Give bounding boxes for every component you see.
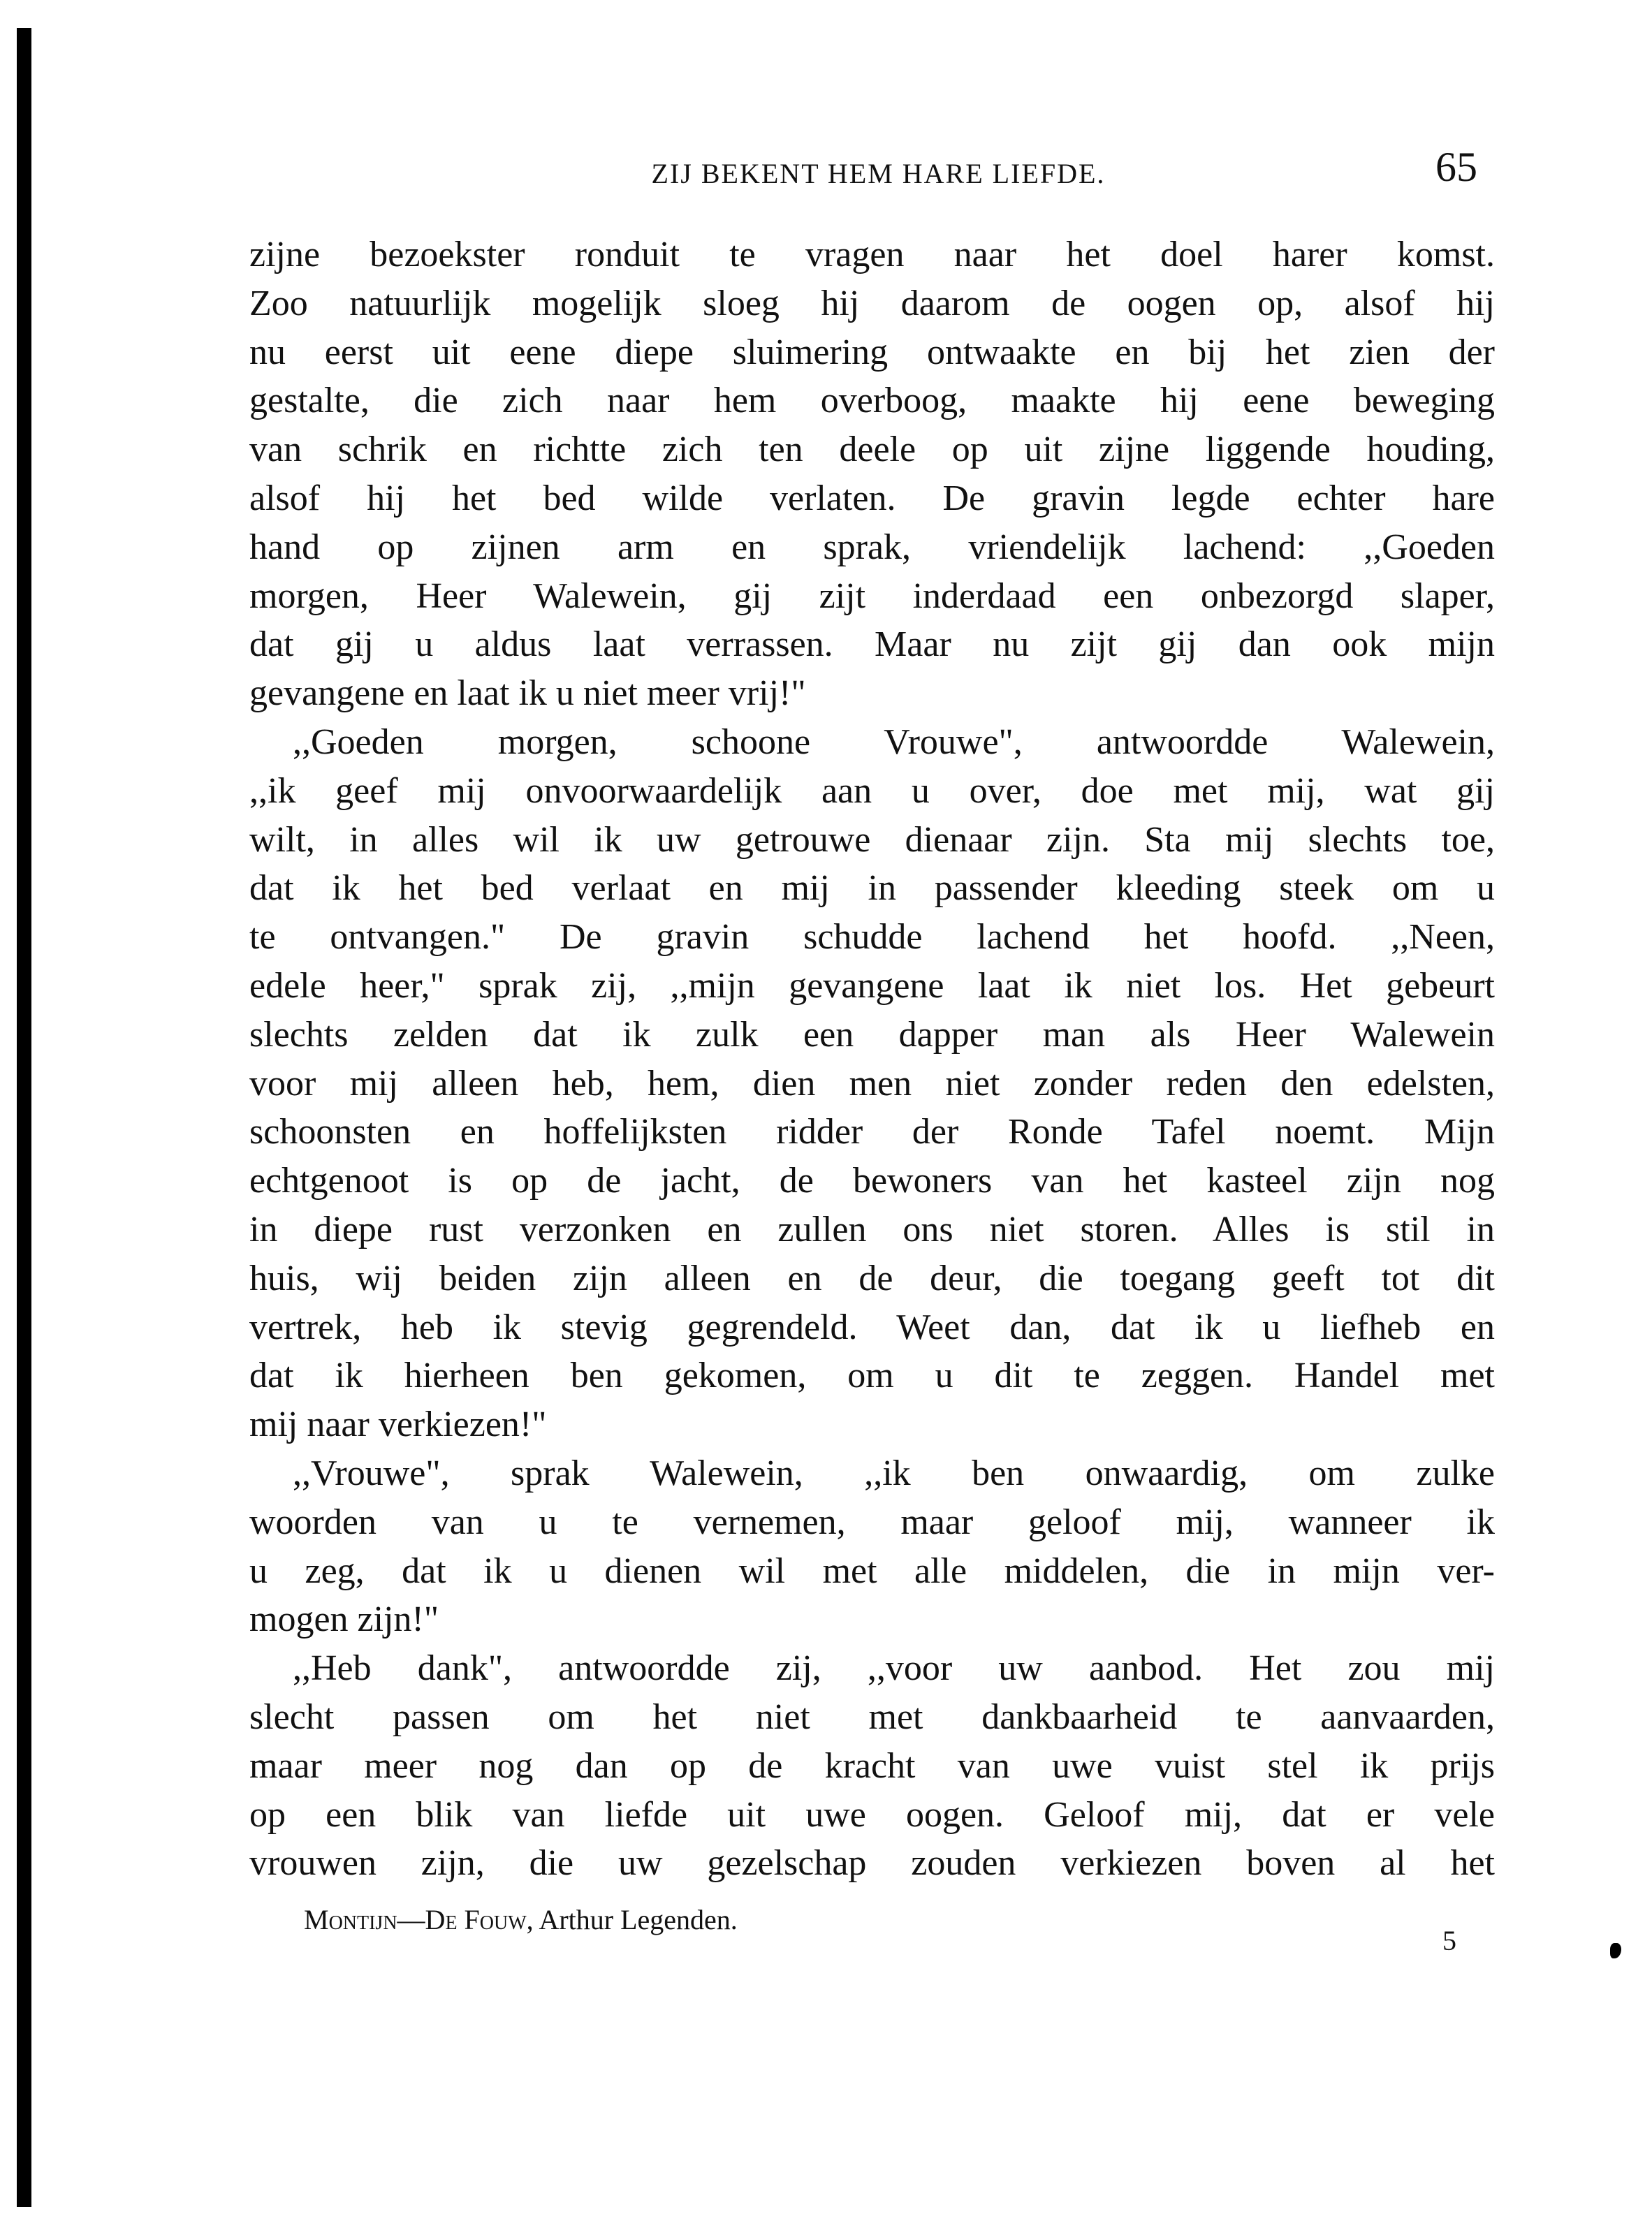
text-line: dat gij u aldus laat verrassen. Maar nu zijt gij dan ook mijn <box>249 624 1495 665</box>
text-line: vrouwen zijn, die uw gezelschap zouden verkiezen boven al het <box>249 1843 1495 1884</box>
text-line: nu eerst uit eene diepe sluimering ontwaakte en bij het zien der <box>249 332 1495 372</box>
running-head: ZIJ BEKENT HEM HARE LIEFDE. <box>651 158 1106 189</box>
text-line: u zeg, dat ik u dienen wil met alle middelen, die in mijn ver- <box>249 1551 1495 1591</box>
text-line: edele heer," sprak zij, ,,mijn gevangene laat ik niet los. Het gebeurt <box>249 965 1495 1006</box>
text-line: ,,Heb dank", antwoordde zij, ,,voor uw aanbod. Het zou mij <box>293 1648 1495 1689</box>
footer-signature <box>304 1903 738 1936</box>
sheet-signature-mark: 5 <box>1442 1925 1456 1956</box>
text-line: alsof hij het bed wilde verlaten. De gravin legde echter hare <box>249 478 1495 518</box>
text-line: Zoo natuurlijk mogelijk sloeg hij daarom de oogen op, alsof hij <box>249 283 1495 323</box>
text-line: voor mij alleen heb, hem, dien men niet zonder reden den edelsten, <box>249 1063 1495 1104</box>
text-line: dat ik het bed verlaat en mij in passender kleeding steek om u <box>249 868 1495 909</box>
text-line: in diepe rust verzonken en zullen ons niet storen. Alles is stil in <box>249 1209 1495 1249</box>
text-line: te ontvangen." De gravin schudde lachend het hoofd. ,,Neen, <box>249 917 1495 958</box>
text-line: echtgenoot is op de jacht, de bewoners van het kasteel zijn nog <box>249 1161 1495 1201</box>
footer-author: Montijn—De Fouw, <box>304 1904 534 1935</box>
text-line: huis, wij beiden zijn alleen en de deur, die toegang geeft tot dit <box>249 1258 1495 1298</box>
text-line: dat ik hierheen ben gekomen, om u dit te zeggen. Handel met <box>249 1356 1495 1396</box>
page-number: 65 <box>1435 144 1477 190</box>
text-line: ,,ik geef mij onvoorwaardelijk aan u over, doe met mij, wat gij <box>249 770 1495 811</box>
text-line: schoonsten en hoffelijksten ridder der Ronde Tafel noemt. Mijn <box>249 1112 1495 1152</box>
text-line: ,,Goeden morgen, schoone Vrouwe", antwoordde Walewein, <box>293 721 1495 762</box>
footer-book-title: Arthur Legenden. <box>539 1904 738 1935</box>
text-line: zijne bezoekster ronduit te vragen naar het doel harer komst. <box>249 235 1495 274</box>
text-line: op een blik van liefde uit uwe oogen. Geloof mij, dat er vele <box>249 1794 1495 1835</box>
scan-binding-edge <box>17 28 31 2207</box>
text-line: gestalte, die zich naar hem overboog, maakte hij eene beweging <box>249 381 1495 421</box>
text-line: woorden van u te vernemen, maar geloof mij, wanneer ik <box>249 1502 1495 1542</box>
text-line: hand op zijnen arm en sprak, vriendelijk lachend: ,,Goeden <box>249 527 1495 567</box>
text-line: slechts zelden dat ik zulk een dapper man als Heer Walewein <box>249 1014 1495 1055</box>
ink-speck <box>1610 1943 1621 1958</box>
text-line: mij naar verkiezen!" <box>249 1405 547 1445</box>
text-line: slecht passen om het niet met dankbaarheid te aanvaarden, <box>249 1696 1495 1737</box>
text-line: ,,Vrouwe", sprak Walewein, ,,ik ben onwaardig, om zulke <box>293 1453 1495 1493</box>
text-line: maar meer nog dan op de kracht van uwe vuist stel ik prijs <box>249 1745 1495 1786</box>
text-line: wilt, in alles wil ik uw getrouwe dienaar zijn. Sta mij slechts toe, <box>249 819 1495 860</box>
text-line: vertrek, heb ik stevig gegrendeld. Weet dan, dat ik u liefheb en <box>249 1307 1495 1347</box>
text-line: gevangene en laat ik u niet meer vrij!" <box>249 673 806 714</box>
text-line: van schrik en richtte zich ten deele op uit zijne liggende houding, <box>249 430 1495 470</box>
body-text <box>249 230 1495 1888</box>
text-line: mogen zijn!" <box>249 1599 439 1640</box>
text-line: morgen, Heer Walewein, gij zijt inderdaad een onbezorgd slaper, <box>249 576 1495 616</box>
